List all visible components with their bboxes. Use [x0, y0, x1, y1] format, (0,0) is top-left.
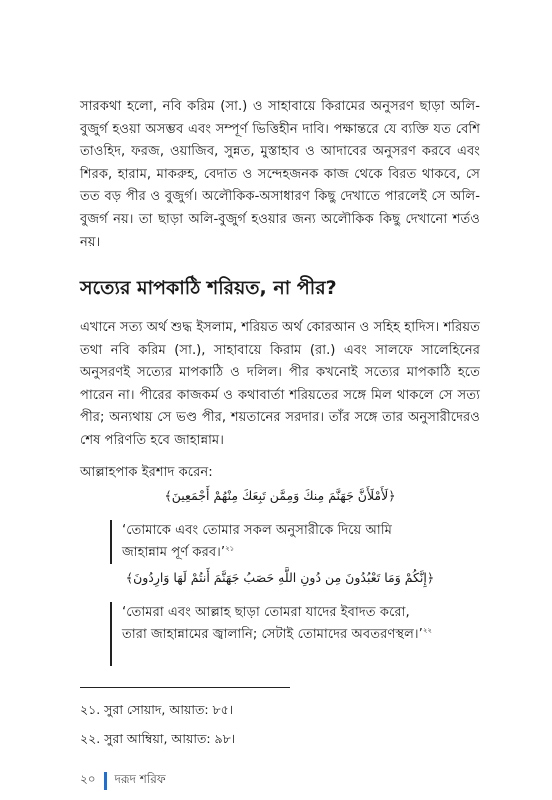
body-paragraph: এখানে সত্য অর্থ শুদ্ধ ইসলাম, শরিয়ত অর্থ কোরআন ও সহিহ হাদিস। শরিয়ত তথা নবি করিম (সা.), সাহাবায়ে কিরাম (রা.) এবং সালফে সালেহিনের অনুসরণই সত্যের মাপকাঠি ও দলিল। পীর কখনোই সত্যের মাপকাঠি হতে পারেন না। পীরের কাজকর্ম ও কথাবার্তা শরিয়তের সঙ্গে মিল থাকলে সে সত্য পীর; অন্যথায় সে ভণ্ড পীর, শয়তানের সরদার। তাঁর সঙ্গে তার অনুসারীদেরও শেষ পরিণতি হবে জাহান্নাম। — [80, 320, 480, 448]
page-number: ২০ — [80, 772, 96, 786]
footnote-ref[interactable]: ২২ — [422, 626, 432, 635]
footnote: ২২. সুরা আম্বিয়া, আয়াত: ৯৮। — [80, 731, 236, 746]
footnote-ref[interactable]: ২১ — [225, 544, 235, 553]
footnote: ২১. সুরা সোয়াদ, আয়াত: ৮৫। — [80, 702, 234, 717]
book-title: দরূদ শরিফ — [114, 772, 166, 786]
verse-translation — [110, 602, 432, 666]
footer-accent-bar — [104, 772, 107, 790]
footnote-divider — [80, 687, 290, 688]
page-footer — [80, 771, 166, 791]
arabic-verse: ﴿لَأَمْلَأَنَّ جَهَنَّمَ مِنكَ وَمِمَّن تَبِعَكَ مِنْهُمْ أَجْمَعِينَ﴾ — [164, 488, 396, 503]
section-heading: সত্যের মাপকাঠি শরিয়ত, না পীর? — [80, 277, 337, 299]
translation-text: ‘তোমরা এবং আল্লাহ ছাড়া তোমরা যাদের ইবাদত করো, তারা জাহান্নামের জ্বালানি; সেটাই তোমাদের অবতরণস্থল।’ — [122, 605, 423, 642]
book-page — [80, 0, 480, 800]
translation-text: ‘তোমাকে এবং তোমার সকল অনুসারীকে দিয়ে আমি জাহান্নাম পূর্ণ করব।’ — [122, 523, 392, 560]
body-paragraph: সারকথা হলো, নবি করিম (সা.) ও সাহাবায়ে কিরামের অনুসরণ ছাড়া অলি-বুজুর্গ হওয়া অসম্ভব এবং সম্পূর্ণ ভিত্তিহীন দাবি। পক্ষান্তরে যে ব্যক্তি যত বেশি তাওহিদ, ফরজ, ওয়াজিব, সুন্নত, মুস্তাহাব ও আদাবের অনুসরণ করবে এবং শিরক, হারাম, মাকরুহ, বেদাত ও সন্দেহজনক কাজ থেকে বিরত থাকবে, সে তত বড় পীর ও বুজুর্গ। অলৌকিক-অসাধারণ কিছু দেখাতে পারলেই সে অলি-বুজর্গ নয়। তা ছাড়া অলি-বুজুর্গ হওয়ার জন্য অলৌকিক কিছু দেখানো শর্তও নয়। — [80, 99, 480, 250]
verse-translation — [110, 520, 432, 564]
verse-intro: আল্লাহপাক ইরশাদ করেন: — [80, 465, 213, 480]
arabic-verse: ﴿إِنَّكُمْ وَمَا تَعْبُدُونَ مِن دُونِ اللَّهِ حَصَبُ جَهَنَّمَ أَنتُمْ لَهَا وَارِدُونَ﴾ — [125, 570, 435, 585]
